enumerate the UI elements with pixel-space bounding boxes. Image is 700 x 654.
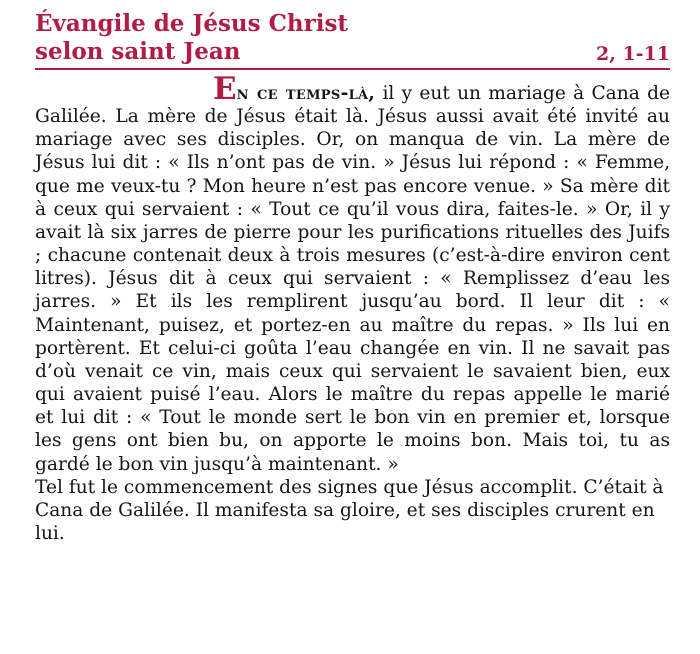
incipit: n ce temps-là, — [236, 83, 376, 104]
reading-text — [35, 71, 670, 545]
drop-cap: E — [213, 71, 237, 107]
scripture-reference: 2, 1-11 — [596, 43, 670, 65]
gospel-title-line-2: selon saint Jean — [35, 38, 241, 65]
paragraph-1-body: il y eut un mariage à Cana de Galilée. La mère de Jésus était là. Jésus aussi avait été invité au mariage avec ses disciples. Or, on manqua de vin. La mère de Jésus lui dit : « Ils n’ont pas de vin. » Jésus lui répond : « Femme, que me veux-tu ? Mon heure n’est pas encore venue. » Sa mère dit à ceux qui servaient : « Tout ce qu’il vous dira, faites-le. » Or, il y avait là six jarres de pierre pour les purifications rituelles des Juifs ; chacune contenait deux à trois mesures (c’est-à-dire environ cent litres). Jésus dit à ceux qui servaient : « Remplissez d’eau les jarres. » Et ils les remplirent jusqu’au bord. Il leur dit : « Maintenant, puisez, et portez-en au maître du repas. » Ils lui en portèrent. Et celui-ci goûta l’eau changée en vin. Il ne savait pas d’où venait ce vin, mais ceux qui servaient le savaient bien, eux qui avaient puisé l’eau. Alors le maître du repas appelle le marié et lui dit : « Tout le monde sert le bon vin en premier et, lorsque les gens ont bien bu, on apporte le moins bon. Mais toi, tu as gardé le bon vin jusqu’à maintenant. » — [35, 83, 670, 475]
reading-header — [35, 10, 670, 70]
reading-paragraph-2: Tel fut le commencement des signes que Jésus accomplit. C’était à Cana de Galilée. Il manifesta sa gloire, et ses disciples crurent en lui. — [35, 476, 664, 544]
gospel-title-line-1: Évangile de Jésus Christ — [35, 10, 349, 37]
reading-paragraph-1 — [35, 71, 670, 476]
